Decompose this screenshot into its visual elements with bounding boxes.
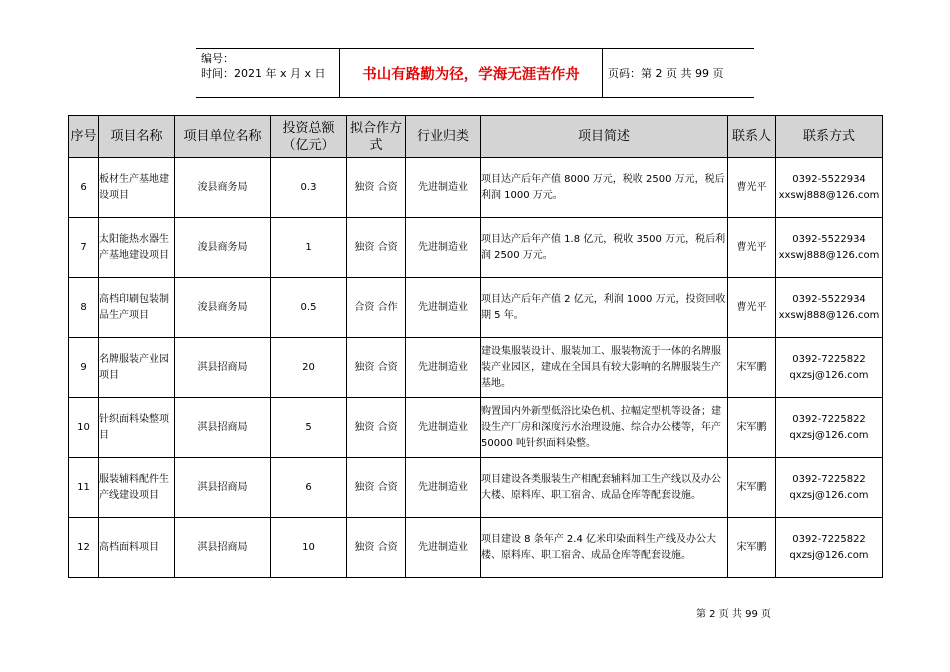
industry: 先进制造业 [406,458,481,518]
contact-info [776,218,883,278]
contact-email: xxswj888@126.com [778,249,880,261]
project-description: 项目建设各类服装生产相配套辅料加工生产线以及办公大楼、原料库、职工宿舍、成品仓库等配套设施。 [481,458,728,518]
industry: 先进制造业 [406,518,481,578]
contact-email: xxswj888@126.com [778,189,880,201]
table-row [69,458,883,518]
project-description: 购置国内外新型低浴比染色机、拉幅定型机等设备；建设生产厂房和深度污水治理设施、综合办公楼等，年产 50000 吨针织面料染整。 [481,398,728,458]
col-header-invest: 投资总额（亿元） [271,116,347,158]
row-no: 6 [69,158,99,218]
table-row [69,278,883,338]
contact-person: 宋军鹏 [728,338,776,398]
project-name: 高档面料项目 [99,518,175,578]
contact-phone: 0392-5522934 [792,173,866,185]
project-description: 项目达产后年产值 1.8 亿元，税收 3500 万元，税后利润 2500 万元。 [481,218,728,278]
investment: 6 [271,458,347,518]
investment: 10 [271,518,347,578]
contact-info [776,398,883,458]
contact-email: qxzsj@126.com [789,549,869,561]
table-header-row [69,116,883,158]
cooperation-mode: 独资 合资 [347,398,406,458]
row-no: 11 [69,458,99,518]
industry: 先进制造业 [406,398,481,458]
document-date-label: 时间：2021 年 x 月 x 日 [201,67,326,80]
contact-info [776,458,883,518]
industry: 先进制造业 [406,218,481,278]
table-row [69,218,883,278]
investment: 0.3 [271,158,347,218]
contact-person: 宋军鹏 [728,398,776,458]
contact-person: 曹光平 [728,278,776,338]
project-name: 高档印刷包装制品生产项目 [99,278,175,338]
project-description: 建设集服装设计、服装加工、服装物流于一体的名牌服装产业园区，建成在全国具有较大影响的名牌服装生产基地。 [481,338,728,398]
cooperation-mode: 独资 合资 [347,218,406,278]
col-header-contact-info: 联系方式 [776,116,883,158]
cooperation-mode: 独资 合资 [347,518,406,578]
investment: 0.5 [271,278,347,338]
contact-info [776,338,883,398]
col-header-unit: 项目单位名称 [175,116,271,158]
col-header-desc: 项目简述 [481,116,728,158]
contact-phone: 0392-7225822 [792,413,866,425]
contact-email: qxzsj@126.com [789,429,869,441]
col-header-no: 序号 [69,116,99,158]
table-row [69,338,883,398]
header-meta [201,51,326,81]
contact-phone: 0392-7225822 [792,473,866,485]
project-unit: 浚县商务局 [175,218,271,278]
document-number-label: 编号： [201,52,234,65]
contact-phone: 0392-5522934 [792,233,866,245]
row-no: 10 [69,398,99,458]
project-description: 项目达产后年产值 2 亿元，利润 1000 万元，投资回收期 5 年。 [481,278,728,338]
industry: 先进制造业 [406,338,481,398]
cooperation-mode: 独资 合资 [347,338,406,398]
project-name: 名牌服装产业园项目 [99,338,175,398]
col-header-name: 项目名称 [99,116,175,158]
project-unit: 淇县招商局 [175,338,271,398]
contact-person: 曹光平 [728,218,776,278]
header-motto: 书山有路勤为径，学海无涯苦作舟 [339,49,603,97]
project-unit: 浚县商务局 [175,158,271,218]
project-name: 服装辅料配件生产线建设项目 [99,458,175,518]
cooperation-mode: 合资 合作 [347,278,406,338]
row-no: 12 [69,518,99,578]
contact-info [776,518,883,578]
project-description: 项目建设 8 条年产 2.4 亿米印染面料生产线及办公大楼、原料库、职工宿舍、成品仓库等配套设施。 [481,518,728,578]
contact-email: qxzsj@126.com [789,369,869,381]
col-header-contact: 联系人 [728,116,776,158]
industry: 先进制造业 [406,158,481,218]
project-name: 板材生产基地建设项目 [99,158,175,218]
project-name: 太阳能热水器生产基地建设项目 [99,218,175,278]
contact-info [776,278,883,338]
contact-phone: 0392-7225822 [792,353,866,365]
cooperation-mode: 独资 合资 [347,158,406,218]
project-table [68,115,883,578]
col-header-industry: 行业归类 [406,116,481,158]
project-unit: 浚县商务局 [175,278,271,338]
project-unit: 淇县招商局 [175,398,271,458]
table-row [69,518,883,578]
project-description: 项目达产后年产值 8000 万元，税收 2500 万元，税后利润 1000 万元。 [481,158,728,218]
contact-person: 宋军鹏 [728,518,776,578]
cooperation-mode: 独资 合资 [347,458,406,518]
page-footer: 第 2 页 共 99 页 [696,609,771,620]
investment: 1 [271,218,347,278]
investment: 20 [271,338,347,398]
col-header-mode: 拟合作方式 [347,116,406,158]
contact-info [776,158,883,218]
row-no: 9 [69,338,99,398]
row-no: 7 [69,218,99,278]
industry: 先进制造业 [406,278,481,338]
contact-email: xxswj888@126.com [778,309,880,321]
contact-email: qxzsj@126.com [789,489,869,501]
investment: 5 [271,398,347,458]
table-row [69,158,883,218]
row-no: 8 [69,278,99,338]
project-name: 针织面料染整项目 [99,398,175,458]
contact-person: 宋军鹏 [728,458,776,518]
project-unit: 淇县招商局 [175,518,271,578]
header-page-number: 页码：第 2 页 共 99 页 [608,67,724,80]
table-row [69,398,883,458]
contact-person: 曹光平 [728,158,776,218]
contact-phone: 0392-5522934 [792,293,866,305]
project-unit: 淇县招商局 [175,458,271,518]
contact-phone: 0392-7225822 [792,533,866,545]
page-header [196,48,754,98]
